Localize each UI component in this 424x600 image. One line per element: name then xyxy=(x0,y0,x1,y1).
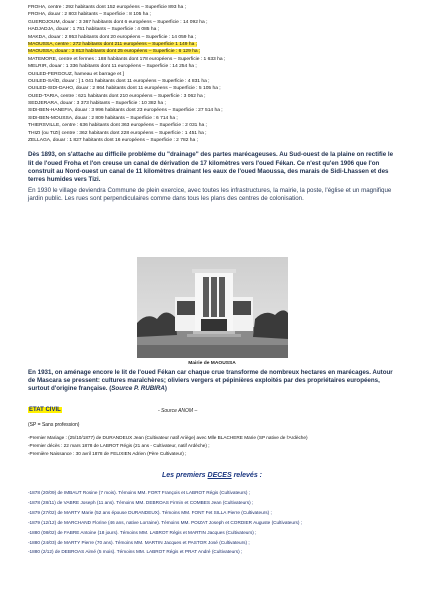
census-row: OUILED-SAÏD, douar : ] 1 041 habitants dont 11 européens – Superficie : 4 831 ha ; xyxy=(28,78,210,84)
census-row: MATEMORE, centre et fermes : 188 habitants dont 178 européens – Superficie : 1 633 ha ; xyxy=(28,56,226,62)
deces-heading: Les premiers DECES relevés : xyxy=(161,472,262,479)
first-marriage: -Premier Mariage : (25/10/1877) de DURANDEUX Jean (Cultivateur natif Ariège) avec Mlle BLACHERE Marie (SP native de l'Ardèche) xyxy=(28,435,308,440)
census-row: SIDI-BEN-MOUSSA, douar : 2 809 habitants – Superficie : 6 714 ha ; xyxy=(28,115,178,121)
death-entry: -1879 (12/12) de MARCHAND Florine (46 ans, native Lorraine). Témoins MM. POIZAT Joseph et CORDIER Auguste (Cultivateurs) ; xyxy=(28,519,303,525)
census-row: SEDJERARA, douar : 3 373 habitants – Superficie : 10 382 ha ; xyxy=(28,101,166,107)
mairie-photo xyxy=(137,257,288,358)
first-events xyxy=(28,434,408,458)
source-anom: - Source ANOM – xyxy=(158,408,198,414)
death-entry: -1878 (20/09) de IMBAUT Rosine (7 mois). Témoins MM. FORT François et LABROT Régis (Cultivateurs) ; xyxy=(28,490,251,495)
death-entry: -1880 (2/12) de DEBROAS Aimé (5 mois). Témoins MM. LABROT Régis et PRAT André (Cultivateurs) ; xyxy=(28,549,243,555)
death-entry: -1878 (28/11) de VABRE Joseph (11 ans). Témoins MM. DEBROAS Firmin et COMBES Jean (Cultivateurs) ; xyxy=(28,499,254,505)
census-row: HADJADJA, douar : 1 751 habitants – Superficie : 4 085 ha ; xyxy=(28,27,160,33)
death-entry: -1880 (24/03) de MARTY Pierre (70 ans). Témoins MM. MARTIN Jacques et PASTOR José (Cultivateurs) ; xyxy=(28,539,250,545)
paragraph-commune-1930: En 1930 le village deviendra Commune de plein exercice, avec toutes les infrastructures, la mairie, la poste, l'église et un magnifique jardin public. Les rues sont perpendiculaires comme dans tous les plans des centres de colonisation. xyxy=(28,187,392,203)
first-birth: -Première Naissance : 30 avril 1878 de FELIXIEN Adrien (Père Cultivateur) ; xyxy=(28,451,187,456)
death-entry: -1880 (08/02) de FABRE Antoine (18 jours). Témoins MM. LABROT Régis et MARTIN Jacques (Cultivateurs) ; xyxy=(28,529,257,535)
census-row: THIERSVILLE, centre : 636 habitants dont 363 européens – Superficie : 2 031 ha ; xyxy=(28,123,207,129)
census-list xyxy=(28,4,400,144)
sp-note: (SP = Sans profession) xyxy=(28,422,80,428)
census-row: ZELLAGA, douar : 1 827 habitants dont 16 européens – Superficie : 2 782 ha ; xyxy=(28,138,198,144)
deaths-list xyxy=(28,488,408,557)
census-row-highlighted: MAOUSSA, centre : 272 habitants dont 211 européens – Superficie 1 149 ha ; xyxy=(28,41,198,47)
census-row: MAKDA, douar : 2 953 habitants dont 20 européens – Superficie : 14 059 ha ; xyxy=(28,34,197,40)
census-row: FROHA, centre : 292 habitants dont 152 européens – Superficie 893 ha ; xyxy=(28,5,186,10)
paragraph-drainage: Dès 1893, on s'attache au difficile problème du "drainage" des partes marécageuses. Au Sud-ouest de la plaine on rectifie le lit de l'oued Froha et l'on creuse un canal de dérivation de 17 kilomètres vers l'oued Fékan. Ce n'est qu'en 1906 que l'on construit au Nord-ouest un canal de 11 kilomètres drainant les eaux de l'oued Maoussa, des marais de Sidi-Lhassen et des terres humides vers Tizi. xyxy=(28,151,394,184)
census-row: GUERDJOUM, douar : 3 367 habitants dont 6 européens – Superficie : 14 092 ha ; xyxy=(28,19,208,25)
page xyxy=(28,4,400,204)
census-row: SIDI-BEN-HANEFIA, douar : 3 996 habitants dont 23 européens – Superficie : 27 514 ha ; xyxy=(28,108,223,114)
census-row: FROHA, douar : 2 803 habitants – Superficie : 8 105 ha ; xyxy=(28,12,151,18)
paragraph-1931: En 1931, on aménage encore le lit de l'oued Fékan car chaque crue transforme de nombreux hectares en marécages. Autour de Mascara se pressent: cultures maraîchères; oliviers vergers et pépinières exploités par des propriétaires européens, surtout d'origine française. (Source P. RUBIRA) xyxy=(28,369,393,393)
census-row-highlighted: MAOUSSA, douar : 3 813 habitants dont 25 européens – Superficie : 6 129 ha ; xyxy=(28,49,201,55)
etat-civil-header xyxy=(28,407,400,417)
first-death: -Premier décès : 22 mars 1878 de LABROT Régis (21 ans - Cultivateur, natif Ardèche) ; xyxy=(28,443,210,448)
census-row: OUILED-SIDI-DAHO, douar : 2 864 habitants dont 11 européens – Superficie : 5 105 ha ; xyxy=(28,86,221,92)
census-row: THIZI (ou TIZI) centre : 362 habitants dont 228 européens – Superficie : 1 451 ha ; xyxy=(28,130,207,136)
census-row: MELRIR, douar : 1 336 habitants dont 11 européens – Superficie : 14 254 ha ; xyxy=(28,64,197,70)
photo-caption: Mairie de MAOUSSA xyxy=(188,361,236,366)
census-row: OUED-TARIA, centre : 621 habitants dont 210 européens – Superficie : 3 062 ha ; xyxy=(28,93,206,99)
census-row: OUILED-FERGOUZ, hameau et barrage et ] xyxy=(28,71,124,77)
death-entry: -1879 (27/02) de MARTY Marie (52 ans épouse DURANDEUX). Témoins MM. FONT Fet SILLA Pierre (Cultivateurs) ; xyxy=(28,509,272,515)
etat-civil-label: ETAT CIVIL xyxy=(29,407,61,413)
